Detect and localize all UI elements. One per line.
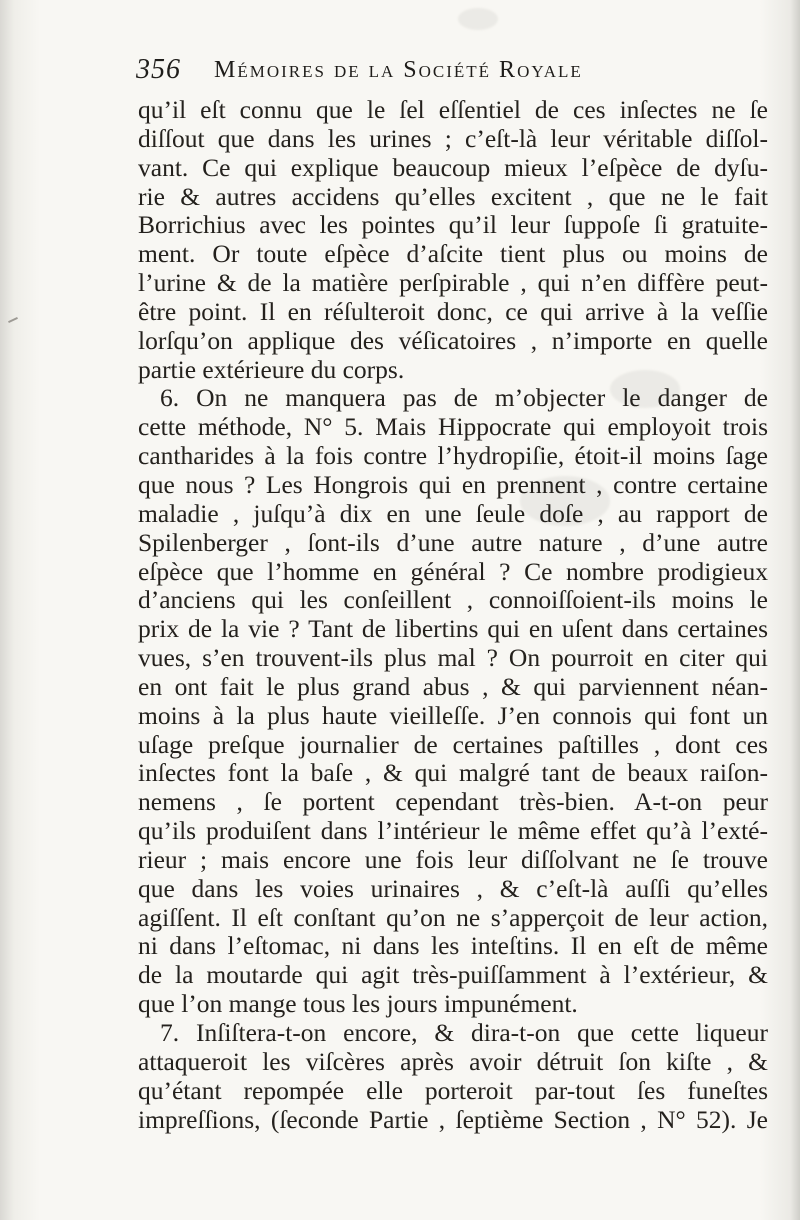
page-header <box>136 54 716 92</box>
text-line: cantharides à la fois contre l’hydropiſie, étoit-il moins ſage <box>138 442 768 471</box>
text-line: 7. Inſiſtera-t-on encore, & dira-t-on que cette liqueur <box>160 1019 768 1047</box>
text-line: vues, s’en trouvent-ils plus mal ? On pourroit en citer qui <box>138 644 768 673</box>
text-line: qu’il eſt connu que le ſel eſſentiel de ces inſectes ne ſe <box>138 96 768 124</box>
text-line: maladie , juſqu’à dix en une ſeule doſe , au rapport de <box>138 499 768 528</box>
text-line: prix de la vie ? Tant de libertins qui en uſent dans certaines <box>138 615 768 644</box>
text-line: attaqueroit les viſcères après avoir détruit ſon kiſte , & <box>138 1047 768 1076</box>
text-line: vant. Ce qui explique beaucoup mieux l’eſpèce de dyſu- <box>138 153 768 182</box>
text-line: qu’ils produiſent dans l’intérieur le même effet qu’à l’exté- <box>138 817 768 846</box>
text-line: que nous ? Les Hongrois qui en prennent , contre certaine <box>138 470 768 499</box>
text-line: Borrichius avec les pointes qu’il leur ſuppoſe ſi gratuite- <box>138 211 768 240</box>
running-title: Mémoires de la Société Royale <box>214 57 583 83</box>
text-line: de la moutarde qui agit très-puiſſamment à l’extérieur, & <box>138 961 768 990</box>
text-line: l’urine & de la matière perſpirable , qui n’en diffère peut- <box>138 269 768 298</box>
text-line: partie extérieure du corps. <box>138 355 405 384</box>
text-line: ni dans l’eſtomac, ni dans les inteſtins. Il en eſt de même <box>138 932 768 961</box>
text-line: 6. On ne manquera pas de m’objecter le danger de <box>160 384 768 413</box>
text-line: rie & autres accidens qu’elles excitent , que ne le fait <box>138 182 768 211</box>
margin-mark <box>8 317 18 323</box>
text-line: diſſout que dans les urines ; c’eſt-là leur véritable diſſol- <box>138 124 768 153</box>
text-line: que dans les voies urinaires , & c’eſt-là auſſi qu’elles <box>138 874 768 903</box>
text-line: en ont fait le plus grand abus , & qui parviennent néan- <box>138 672 768 701</box>
text-line: impreſſions, (ſeconde Partie , ſeptième Section , N° 52). Je <box>138 1105 768 1134</box>
text-line: lorſqu’on applique des véſicatoires , n’importe en quelle <box>138 326 768 355</box>
text-line: nemens , ſe portent cependant très-bien. A-t-on peur <box>138 788 768 817</box>
text-line: Spilenberger , ſont-ils d’une autre nature , d’une autre <box>138 528 768 557</box>
text-line: qu’étant repompée elle porteroit par-tout ſes funeſtes <box>138 1076 768 1105</box>
text-line: cette méthode, N° 5. Mais Hippocrate qui employoit trois <box>138 413 768 442</box>
text-line: ment. Or toute eſpèce d’aſcite tient plus ou moins de <box>138 240 768 269</box>
text-line: uſage preſque journalier de certaines paſtilles , dont ces <box>138 730 768 759</box>
text-line: d’anciens qui les conſeillent , connoiſſoient-ils moins le <box>138 586 768 615</box>
text-line: inſectes font la baſe , & qui malgré tant de beaux raiſon- <box>138 759 768 788</box>
paper-stain <box>458 8 498 30</box>
text-line: eſpèce que l’homme en général ? Ce nombre prodigieux <box>138 557 768 586</box>
page-number: 356 <box>136 54 181 85</box>
text-line: rieur ; mais encore une fois leur diſſolvant ne ſe trouve <box>138 845 768 874</box>
text-line: moins à la plus haute vieilleſſe. J’en connois qui font un <box>138 701 768 730</box>
text-line: être point. Il en réſulteroit donc, ce qui arrive à la veſſie <box>138 297 768 326</box>
text-line: agiſſent. Il eſt conſtant qu’on ne s’apperçoit de leur action, <box>138 903 768 932</box>
text-line: que l’on mange tous les jours impunément. <box>138 990 578 1019</box>
body-text <box>138 96 768 1134</box>
